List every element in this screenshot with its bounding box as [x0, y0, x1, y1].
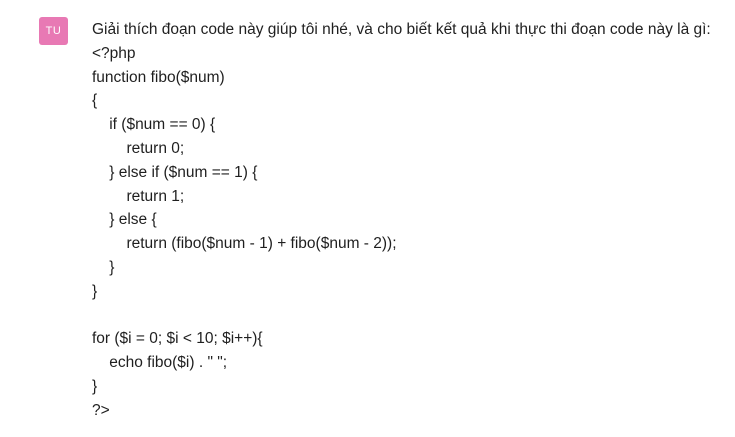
code-line: return (fibo($num - 1) + fibo($num - 2)); [92, 235, 397, 253]
code-line [92, 304, 732, 328]
message-prompt-text: Giải thích đoạn code này giúp tôi nhé, và cho biết kết quả khi thực thi đoạn code này là gì: [92, 21, 711, 38]
code-line: for ($i = 0; $i < 10; $i++){ [92, 330, 263, 348]
code-line: if ($num == 0) { [92, 116, 216, 134]
code-line: } [92, 282, 98, 300]
code-line: ?> [92, 401, 110, 419]
code-line: function fibo($num) [92, 68, 225, 86]
code-line: { [92, 92, 98, 110]
code-line: return 1; [92, 187, 185, 205]
code-line: echo fibo($i) . " "; [92, 354, 228, 372]
code-line: } else if ($num == 1) { [92, 163, 258, 181]
code-line: } else { [92, 211, 157, 229]
user-avatar: TU [39, 17, 68, 45]
code-line: } [92, 377, 98, 395]
code-line: return 0; [92, 139, 185, 157]
message-content [92, 18, 732, 423]
code-line: <?php [92, 44, 136, 62]
code-line: } [92, 258, 115, 276]
code-block [92, 42, 732, 423]
